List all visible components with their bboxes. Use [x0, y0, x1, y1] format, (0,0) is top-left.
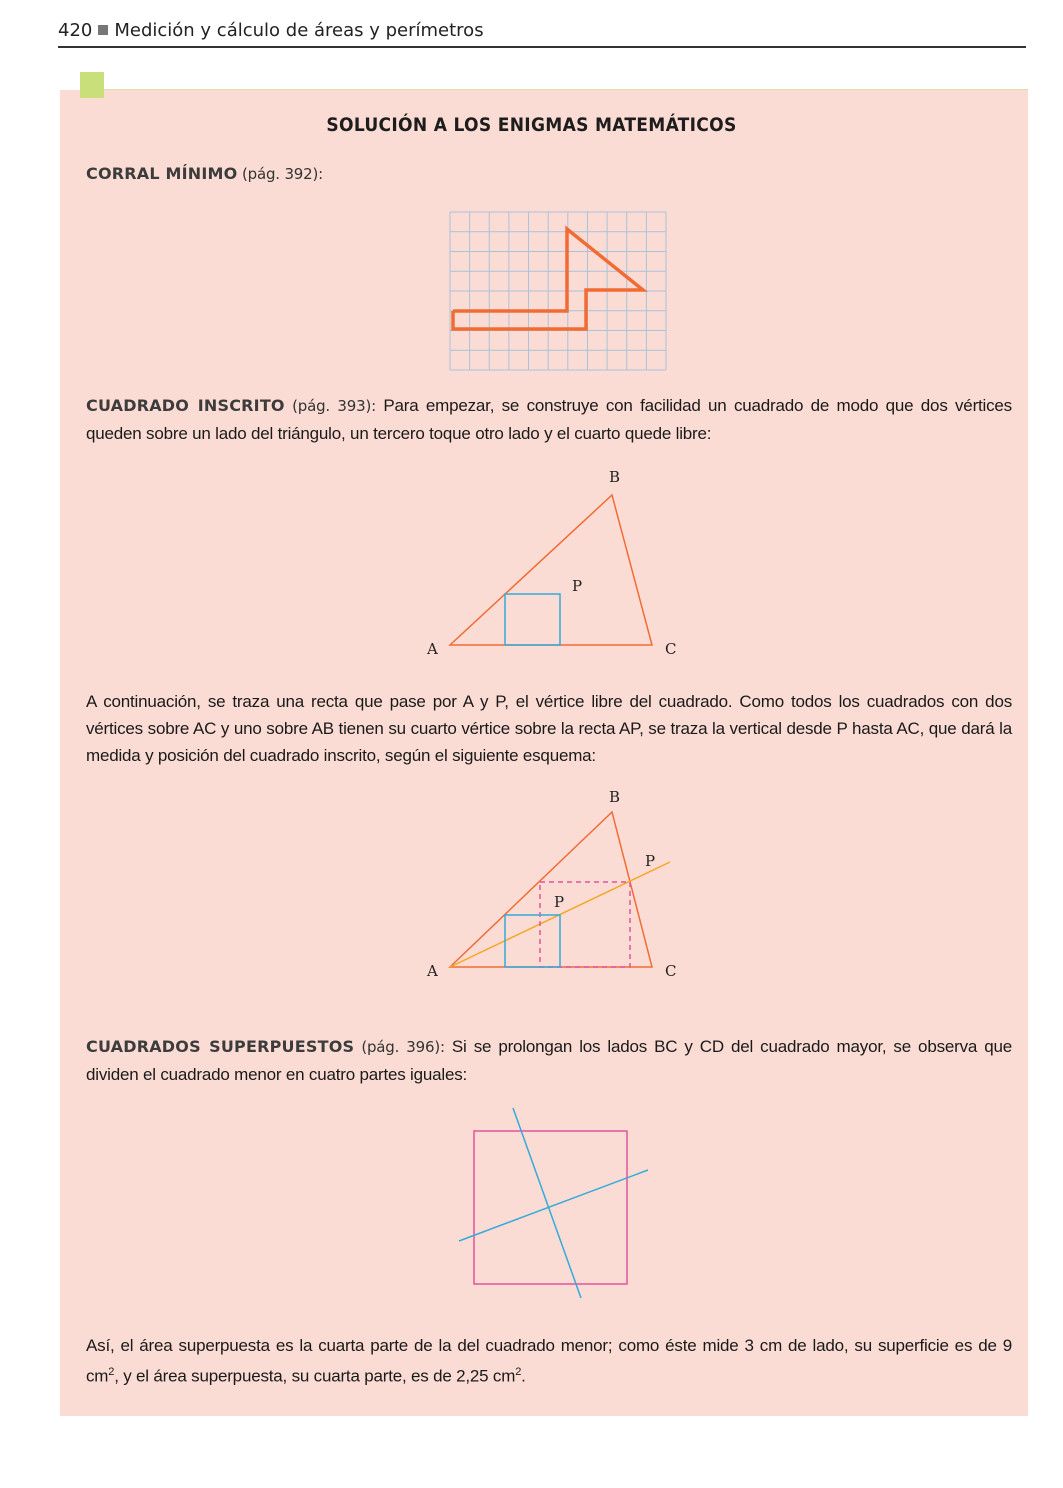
header-rule: [58, 46, 1026, 48]
section-text: A continuación, se traza una recta que pase por A y P, el vértice libre del cuadrado. Como todos los cuadrados con dos vértices sobre AC y uno sobre AB tienen su cuarto vértice sobre la recta AP, se traza la vertical desde P hasta AC, que dará la medida y posición del cuadrado inscrito, según el siguiente esquema:: [86, 692, 1012, 765]
section-cuadrados-superpuestos: [86, 1033, 1012, 1088]
section-heading: CORRAL MÍNIMO: [86, 164, 238, 183]
label-p: P: [572, 577, 583, 595]
label-b: B: [609, 788, 621, 806]
section-heading: CUADRADOS SUPERPUESTOS: [86, 1037, 355, 1056]
green-tab-marker: [80, 72, 104, 98]
section-text: Para empezar, se construye con facilidad un cuadrado de modo que dos vértices queden sobre un lado del triángulo, un tercero toque otro lado y el cuarto quede libre:: [86, 396, 1012, 443]
panel-top-line: [104, 89, 1028, 90]
conclusion-part-2: , y el área superpuesta, su cuarta parte, es de 2,25 cm: [114, 1366, 516, 1386]
section-corral-minimo: [86, 160, 1012, 188]
square-bullet-icon: [98, 25, 108, 35]
label-a: A: [427, 640, 438, 658]
extended-side-cd: [459, 1170, 648, 1241]
overlapping-squares-figure: [450, 1100, 660, 1310]
page-number: 420: [58, 20, 93, 41]
corral-grid-figure: [450, 212, 666, 370]
label-b: B: [609, 468, 621, 486]
section-continuacion: [86, 688, 1012, 769]
extended-side-bc: [513, 1108, 581, 1298]
running-head: [58, 20, 484, 41]
section-ref: (pág. 393):: [292, 397, 376, 415]
triangle-abc: [450, 812, 652, 967]
section-ref: (pág. 392):: [242, 165, 323, 183]
conclusion-text: [86, 1332, 1012, 1390]
section-heading: CUADRADO INSCRITO: [86, 396, 285, 415]
conclusion-end: .: [521, 1366, 526, 1386]
triangle-figure-2: [420, 782, 700, 992]
first-square: [505, 594, 560, 645]
triangle-figure-1: [420, 460, 700, 670]
superscript-2: 2: [515, 1366, 522, 1378]
section-text: Si se prolongan los lados BC y CD del cuadrado mayor, se observa que dividen el cuadrado menor en cuatro partes iguales:: [86, 1037, 1012, 1084]
small-square: [474, 1131, 627, 1284]
page-title: SOLUCIÓN A LOS ENIGMAS MATEMÁTICOS: [326, 114, 737, 136]
label-a: A: [427, 962, 438, 980]
section-ref: (pág. 396):: [361, 1038, 445, 1056]
label-p-outer: P: [645, 852, 656, 870]
label-c: C: [665, 962, 677, 980]
first-square: [505, 915, 560, 967]
label-c: C: [665, 640, 677, 658]
superscript-2: 2: [108, 1366, 115, 1378]
triangle-abc: [450, 495, 652, 645]
conclusion-part-1: Así, el área superpuesta es la cuarta parte de la del cuadrado menor; como éste mide 3 cm de lado, su superficie es de 9 cm: [86, 1336, 1012, 1386]
chapter-title: Medición y cálculo de áreas y perímetros: [114, 20, 484, 41]
section-cuadrado-inscrito: [86, 392, 1012, 447]
label-p-inner: P: [554, 893, 565, 911]
